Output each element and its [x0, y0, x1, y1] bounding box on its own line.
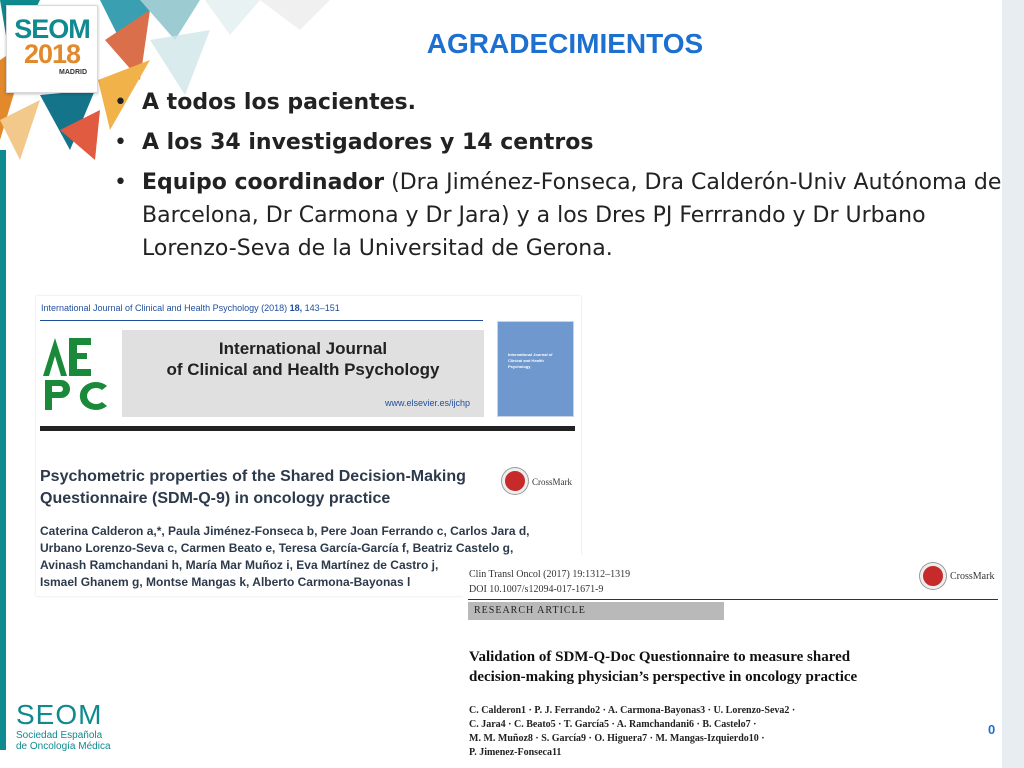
author-line: M. M. Muñoz8 · S. García9 · O. Higuera7 · M. Mangas-Izquierdo10 ·: [469, 733, 765, 744]
cover-text-line: Clinical and Health: [508, 358, 544, 363]
journal-banner: [122, 330, 484, 417]
banner-url: www.elsevier.es/ijchp: [384, 398, 470, 408]
footer-logo-subtitle: Sociedad Española: [16, 730, 103, 741]
divider: [40, 320, 483, 321]
crossmark-icon: [502, 468, 528, 494]
article-2-screenshot: [463, 555, 1000, 768]
author-line: P. Jimenez-Fonseca11: [469, 747, 562, 758]
thick-divider: [40, 426, 575, 431]
bullet-body-text: (Dra Jiménez-Fonseca, Dra Calderón-Univ Autónoma de Barcelona, Dr Carmona y Dr Jara) y a los Dres PJ Ferrrando y Dr Urbano Lorenzo-Seva de la Universitad de Gerona.: [142, 170, 1002, 261]
author-line: Urbano Lorenzo-Seva c, Carmen Beato e, Teresa García-García f, Beatriz Castelo g,: [40, 541, 514, 555]
paper-title-line2: Questionnaire (SDM-Q-9) in oncology practice: [40, 490, 391, 507]
list-item: [112, 86, 1007, 119]
divider: [468, 599, 998, 600]
aepc-logo: [41, 336, 111, 412]
section-label: RESEARCH ARTICLE: [468, 602, 724, 620]
logo-year-text: 2018: [23, 39, 81, 69]
bullet-bold-text: Equipo coordinador: [142, 170, 385, 195]
banner-title-line1: International Journal: [218, 339, 388, 358]
list-item: [112, 166, 1007, 265]
journal-cover: [497, 321, 574, 417]
author-line: Caterina Calderon a,*, Paula Jiménez-Fonseca b, Pere Joan Ferrando c, Carlos Jara d,: [40, 524, 530, 538]
article-1-screenshot: [36, 296, 581, 596]
list-item: [112, 126, 1007, 159]
acknowledgement-list: [112, 86, 1007, 272]
footer-logo-text: SEOM: [16, 699, 103, 730]
journal-volume: 18,: [289, 303, 303, 313]
seom-footer-logo: [16, 700, 126, 752]
cover-text-line: Psychology: [508, 364, 531, 369]
author-line: Avinash Ramchandani h, María Mar Muñoz i, Eva Martínez de Castro j,: [40, 558, 439, 572]
page-number: 0: [988, 722, 996, 737]
paper-title-line1: Psychometric properties of the Shared Decision-Making: [40, 468, 466, 485]
author-line: Ismael Ghanem g, Montse Mangas k, Alberto Carmona-Bayonas l: [40, 575, 411, 589]
crossmark-icon: [920, 563, 946, 589]
logo-seom-text: SEOM: [14, 14, 90, 44]
slide-title: AGRADECIMIENTOS: [426, 28, 704, 59]
author-line: C. Calderon1 · P. J. Ferrando2 · A. Carmona-Bayonas3 · U. Lorenzo-Seva2 ·: [469, 705, 796, 716]
crossmark-label: CrossMark: [532, 477, 572, 487]
citation-line: Clin Transl Oncol (2017) 19:1312–1319: [469, 569, 631, 580]
paper-title-line1: Validation of SDM-Q-Doc Questionnaire to measure shared: [469, 649, 851, 665]
cover-text-line: International Journal of: [508, 352, 553, 357]
logo-city-text: MADRID: [59, 69, 87, 76]
left-accent-bar: [0, 150, 6, 750]
footer-logo-subtitle: de Oncología Médica: [16, 741, 111, 752]
bullet-bold-text: A los 34 investigadores y 14 centros: [142, 130, 594, 155]
author-line: C. Jara4 · C. Beato5 · T. García5 · A. Ramchandani6 · B. Castelo7 ·: [469, 719, 757, 730]
banner-title-line2: of Clinical and Health Psychology: [166, 360, 440, 379]
bullet-bold-text: A todos los pacientes.: [142, 90, 416, 115]
paper-title-line2: decision-making physician’s perspective in oncology practice: [469, 669, 858, 685]
doi-line: DOI 10.1007/s12094-017-1671-9: [469, 584, 604, 595]
journal-name: International Journal of Clinical and Health Psychology (2018): [41, 303, 290, 313]
journal-pages: 143–151: [302, 303, 340, 313]
crossmark-label: CrossMark: [950, 571, 995, 582]
journal-citation: [41, 303, 340, 313]
